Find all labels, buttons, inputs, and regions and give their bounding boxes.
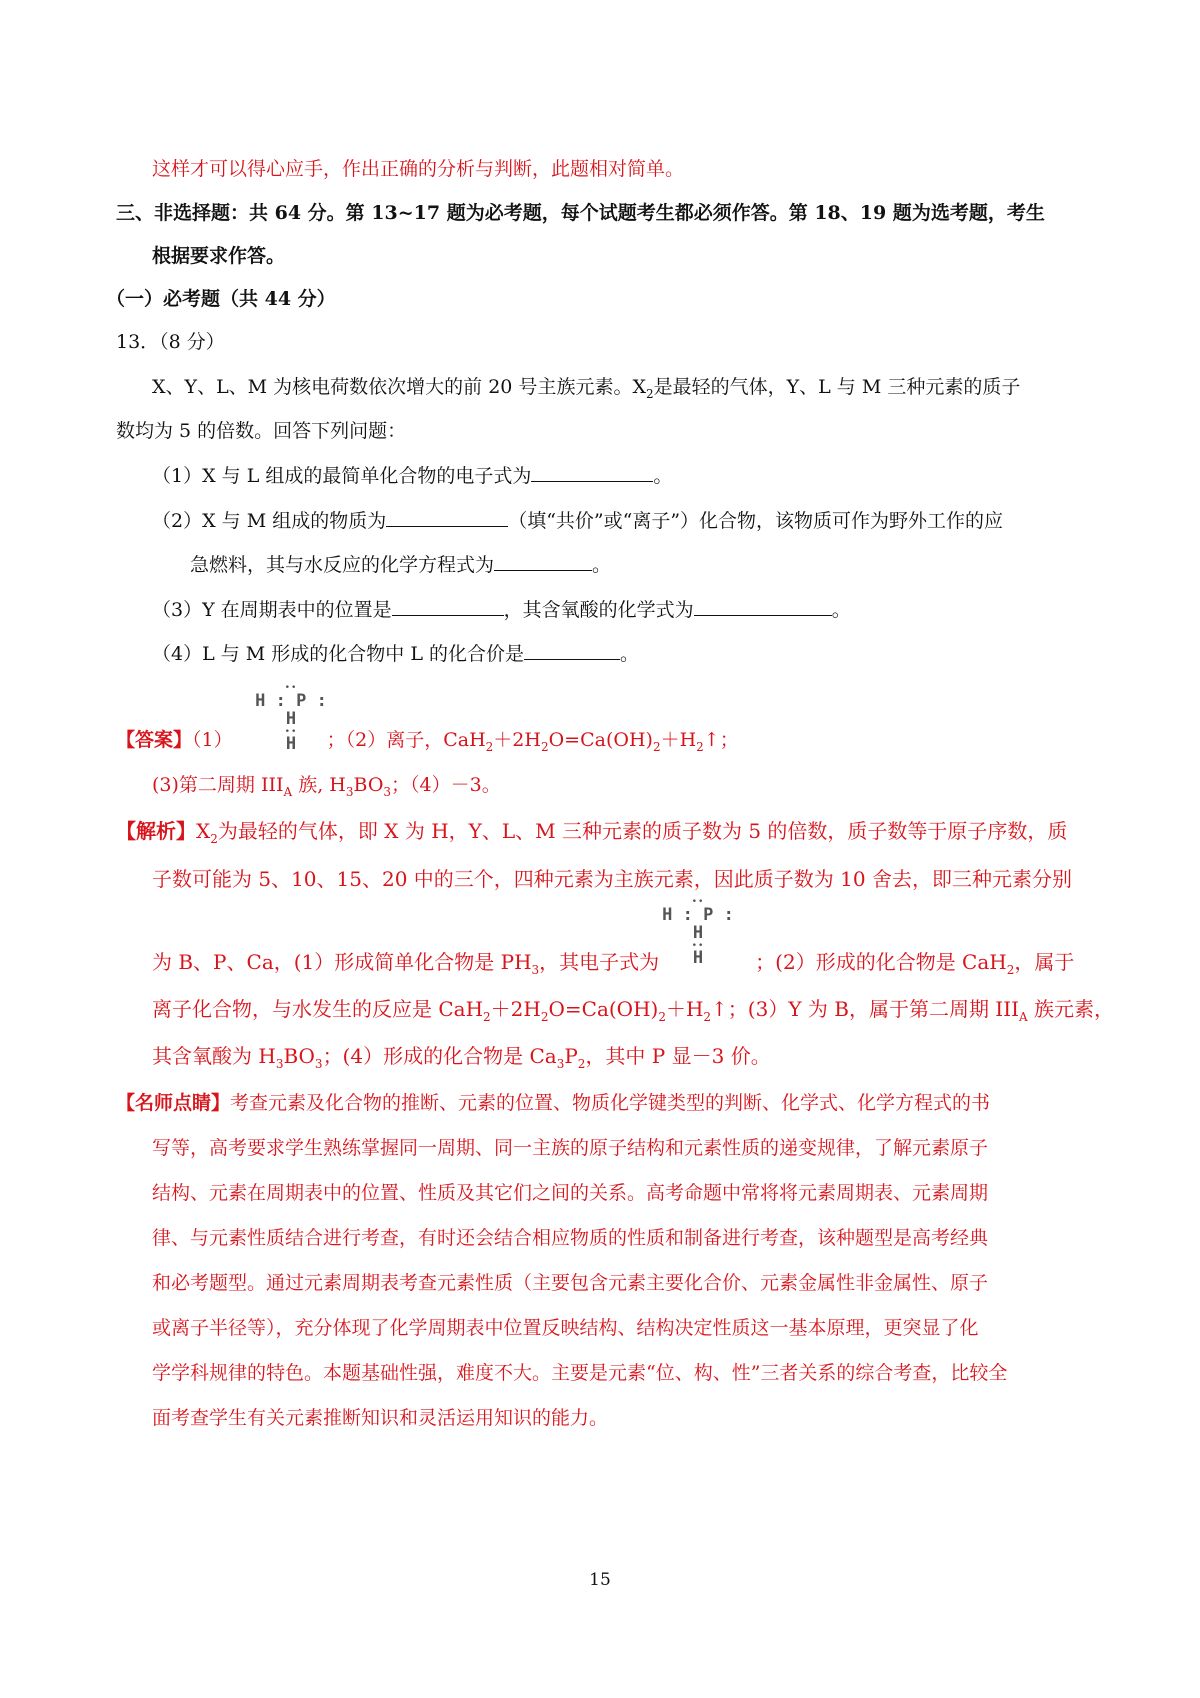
prev-comment-tail: 这样才可以得心应手，作出正确的分析与判断，此题相对简单。: [152, 158, 685, 180]
sub-question-2-cont: 急燃料，其与水反应的化学方程式为 。: [190, 554, 612, 576]
analysis-line-1: 【解析】$X_2$为最轻的气体，即 X 为 H，Y、L、M 三种元素的质子数为 5 的倍数，质子数等于原子序数，质: [116, 819, 1068, 846]
teacher-comment-line-7: 学学科规律的特色。本题基础性强，难度不大。主要是元素“位、构、性”三者关系的综合考查，比较全: [152, 1362, 1008, 1384]
question-stem: X、Y、L、M 为核电荷数依次增大的前 20 号主族元素。$X_2$是最轻的气体，Y、L 与 M 三种元素的质子: [152, 376, 1021, 401]
answer-blank[interactable]: [386, 508, 508, 527]
section-heading: 三、非选择题：共 64 分。第 13~17 题为必考题，每个试题考生都必须作答。第 18、19 题为选考题，考生: [116, 202, 1045, 224]
electron-formula-ph3: •• H : P : H •• H: [662, 897, 734, 968]
analysis-line-2: 子数可能为 5、10、15、20 中的三个，四种元素为主族元素，因此质子数为 10 舍去，即三种元素分别: [152, 867, 1072, 891]
question-number: 13．（8 分）: [116, 331, 225, 353]
page-number: 15: [589, 1570, 611, 1590]
electron-formula-ph3: •• H : P : H •• H: [255, 683, 327, 754]
section-heading-cont: 根据要求作答。: [152, 245, 286, 267]
subsection-heading: （一）必考题（共 44 分）: [106, 288, 336, 310]
sub-question-4: （4）L 与 M 形成的化合物中 L 的化合价是 。: [152, 643, 639, 665]
sub-question-3: （3）Y 在周期表中的位置是 ，其含氧酸的化学式为 。: [152, 599, 851, 621]
answer-line-1: 【答案】（1） ；（2）离子，$CaH_2+2H_2O=Ca(OH)_2+H_2↑$；: [116, 729, 739, 754]
answer-blank[interactable]: [524, 641, 620, 660]
teacher-comment-line-1: 【名师点睛】考查元素及化合物的推断、元素的位置、物质化学键类型的判断、化学式、化学方程式的书: [116, 1092, 991, 1114]
teacher-comment-label: 【名师点睛】: [116, 1092, 231, 1114]
answer-blank[interactable]: [531, 463, 653, 482]
teacher-comment-line-5: 和必考题型。通过元素周期表考查元素性质（主要包含元素主要化合价、元素金属性非金属性、原子: [152, 1272, 989, 1294]
teacher-comment-line-4: 律、与元素性质结合进行考查，有时还会结合相应物质的性质和制备进行考查，该种题型是高考经典: [152, 1227, 989, 1249]
answer-blank[interactable]: [694, 597, 832, 616]
answer-blank[interactable]: [392, 597, 504, 616]
answer-blank[interactable]: [494, 552, 592, 571]
teacher-comment-line-3: 结构、元素在周期表中的位置、性质及其它们之间的关系。高考命题中常将将元素周期表、元素周期: [152, 1182, 989, 1204]
sub-question-1: （1）X 与 L 组成的最简单化合物的电子式为 。: [152, 465, 673, 487]
analysis-line-5: 其含氧酸为 $H_3BO_3$；(4）形成的化合物是 $Ca_3P_2$，其中 P 显－3 价。: [152, 1044, 771, 1071]
analysis-line-3: 为 B、P、Ca，(1）形成简单化合物是 $PH_3$，其电子式为 ；(2）形成的化合物是 CaH$_2$，属于: [152, 950, 1075, 977]
sub-question-2: （2）X 与 M 组成的物质为 （填“共价”或“离子”）化合物，该物质可作为野外工作的应: [152, 510, 1004, 532]
teacher-comment-line-6: 或离子半径等），充分体现了化学周期表中位置反映结构、结构决定性质这一基本原理，更突显了化: [152, 1317, 979, 1339]
answer-label: 【答案】: [116, 729, 193, 751]
teacher-comment-line-8: 面考查学生有关元素推断知识和灵活运用知识的能力。: [152, 1407, 609, 1429]
analysis-label: 【解析】: [116, 819, 196, 843]
question-stem-cont: 数均为 5 的倍数。回答下列问题：: [116, 420, 407, 442]
analysis-line-4: 离子化合物，与水发生的反应是 $CaH_2+2H_2O=Ca(OH)_2+H_2↑$；(3）Y 为 B，属于第二周期 $III_A$ 族元素，: [152, 997, 1115, 1024]
teacher-comment-line-2: 写等，高考要求学生熟练掌握同一周期、同一主族的原子结构和元素性质的递变规律，了解元素原子: [152, 1137, 989, 1159]
answer-line-2: (3)第二周期 $III_A$ 族, $H_3BO_3$；（4）－3。: [152, 774, 501, 799]
